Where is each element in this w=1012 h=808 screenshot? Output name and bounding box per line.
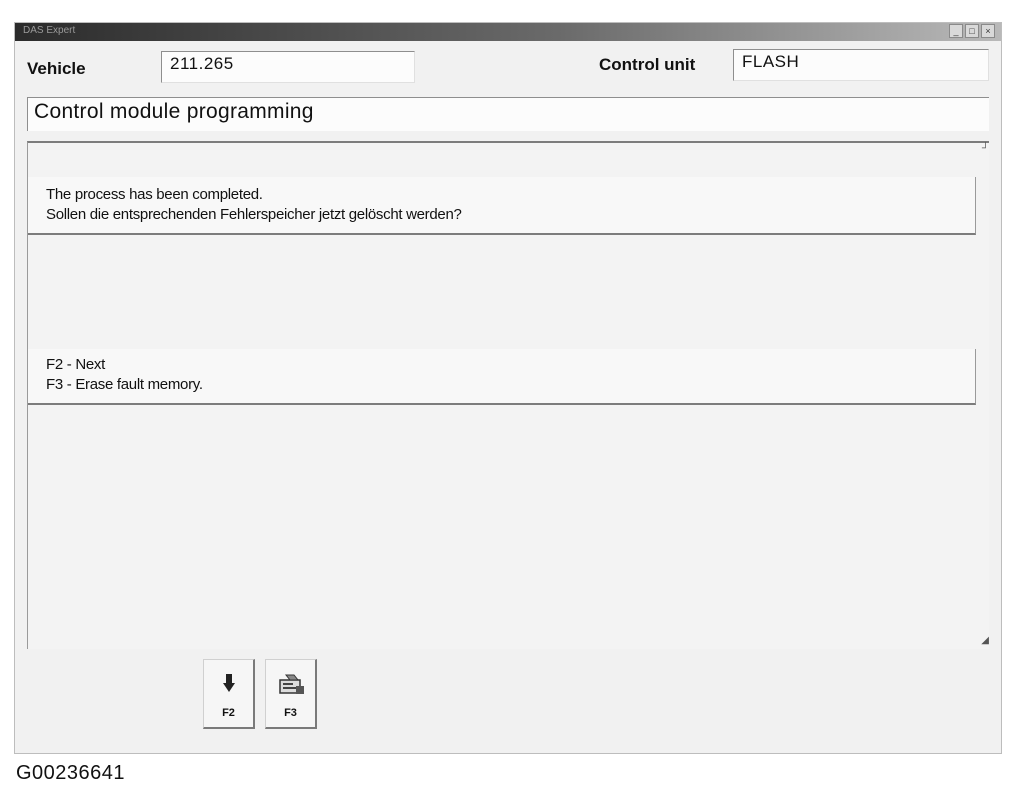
options-panel [28, 349, 976, 405]
scroll-grip-icon[interactable]: ◢ [981, 635, 989, 646]
window-controls [949, 24, 995, 38]
vehicle-field: 211.265 [161, 51, 415, 83]
status-message [28, 177, 976, 235]
f2-button[interactable] [203, 659, 255, 729]
f2-label: F2 [222, 707, 235, 719]
arrow-down-icon [204, 674, 253, 699]
question-line: Sollen die entsprechenden Fehlerspeicher jetzt gelöscht werden? [46, 206, 462, 223]
figure-id: G00236641 [16, 762, 126, 784]
section-title: Control module programming [27, 97, 989, 131]
f3-button[interactable] [265, 659, 317, 729]
control-unit-label: Control unit [599, 55, 696, 74]
option-f3: F3 - Erase fault memory. [46, 376, 203, 393]
status-line: The process has been completed. [46, 186, 263, 203]
erase-memory-icon [266, 674, 315, 701]
diagnostic-window [14, 22, 1002, 754]
close-icon[interactable]: × [981, 24, 995, 38]
vehicle-label: Vehicle [27, 59, 86, 78]
maximize-icon[interactable]: □ [965, 24, 979, 38]
window-title: DAS Expert [23, 25, 76, 36]
title-bar [15, 23, 1001, 41]
scroll-up-icon[interactable]: ┘ [981, 143, 989, 154]
minimize-icon[interactable]: _ [949, 24, 963, 38]
option-f2: F2 - Next [46, 356, 105, 373]
content-panel [27, 141, 989, 649]
function-key-bar [203, 659, 317, 729]
control-unit-field: FLASH [733, 49, 989, 81]
f3-label: F3 [284, 707, 297, 719]
